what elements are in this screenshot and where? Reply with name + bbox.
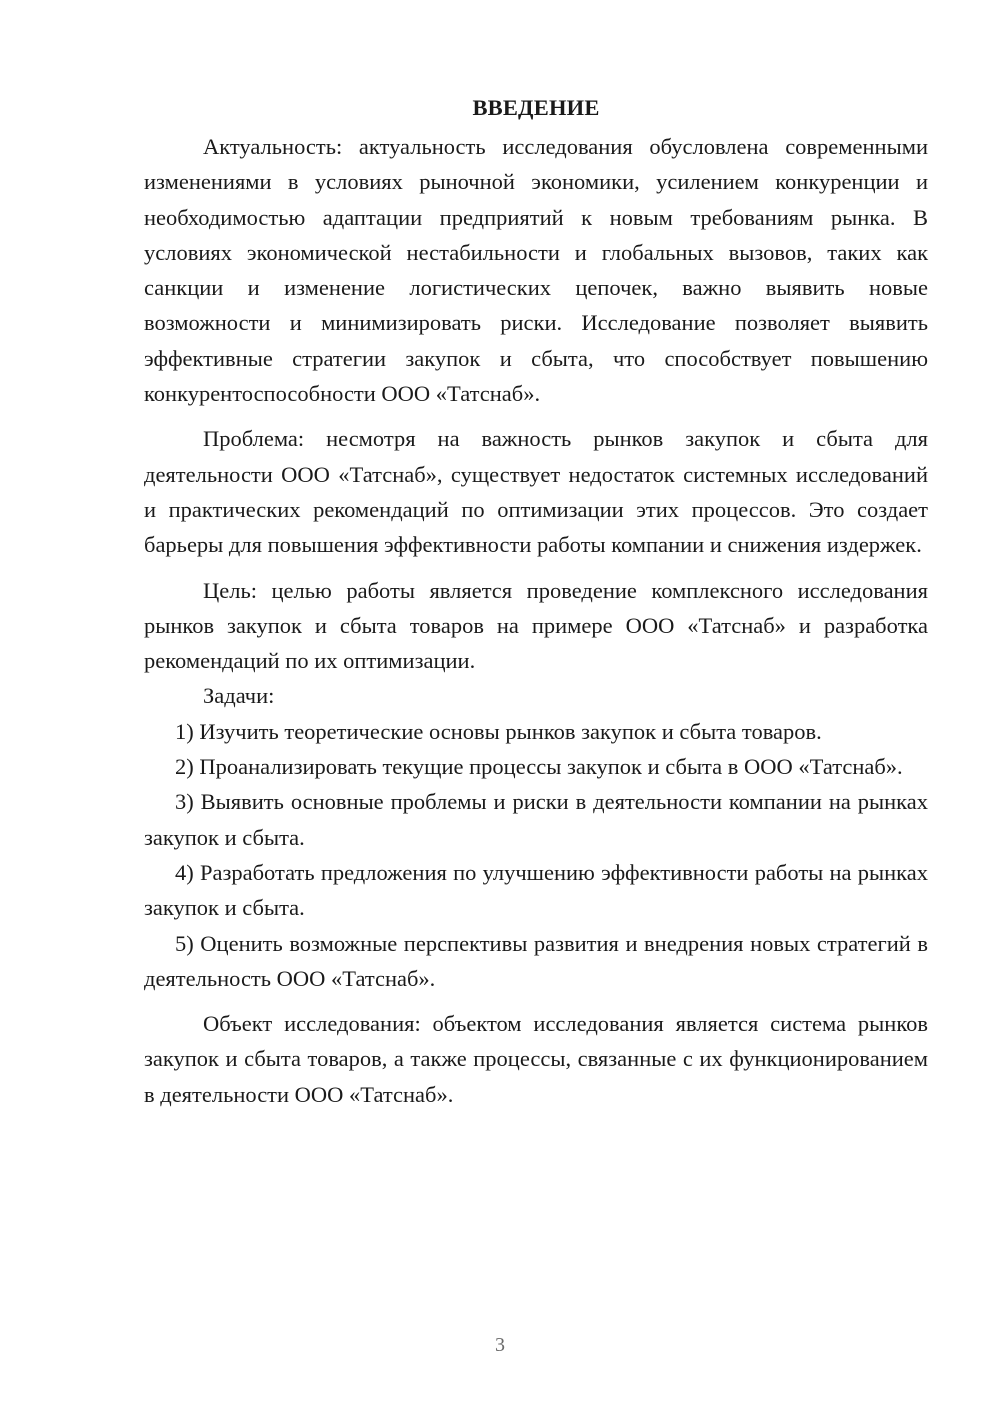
task-list: [144, 714, 928, 996]
section-heading: ВВЕДЕНИЕ: [472, 95, 600, 120]
task-item-4: 4) Разработать предложения по улучшению эффективности работы на рынках закупок и сбыта.: [144, 859, 928, 921]
paragraph-relevance: Актуальность: актуальность исследования обусловлена современными изменениями в условиях рыночной экономики, усилением конкуренции и необходимостью адаптации предприятий к новым требованиям рынка. В условиях экономической нестабильности и глобальных вызовов, таких как санкции и изменение логистических цепочек, важно выявить новые возможности и минимизировать риски. Исследование позволяет выявить эффективные стратегии закупок и сбыта, что способствует повышению конкурентоспособности ООО «Татснаб».: [144, 134, 928, 407]
task-item-2: 2) Проанализировать текущие процессы закупок и сбыта в ООО «Татснаб».: [175, 754, 903, 780]
task-item-1: 1) Изучить теоретические основы рынков закупок и сбыта товаров.: [175, 718, 822, 744]
text-body: [144, 90, 928, 1112]
paragraph-goal: Цель: целью работы является проведение комплексного исследования рынков закупок и сбыта товаров на примере ООО «Татснаб» и разработка рекомендаций по их оптимизации.: [144, 577, 928, 674]
paragraph-problem: Проблема: несмотря на важность рынков закупок и сбыта для деятельности ООО «Татснаб», существует недостаток системных исследований и практических рекомендаций по оптимизации этих процессов. Это создает барьеры для повышения эффективности работы компании и снижения издержек.: [144, 426, 928, 558]
task-item-3: 3) Выявить основные проблемы и риски в деятельности компании на рынках закупок и сбыта.: [144, 789, 928, 850]
tasks-label: Задачи:: [203, 683, 275, 709]
page-number: 3: [495, 1334, 505, 1356]
paragraph-object: Объект исследования: объектом исследования является система рынков закупок и сбыта товаров, а также процессы, связанные с их функционированием в деятельности ООО «Татснаб».: [144, 1011, 928, 1107]
task-item-5: 5) Оценить возможные перспективы развития и внедрения новых стратегий в деятельность ООО «Татснаб».: [144, 930, 928, 991]
